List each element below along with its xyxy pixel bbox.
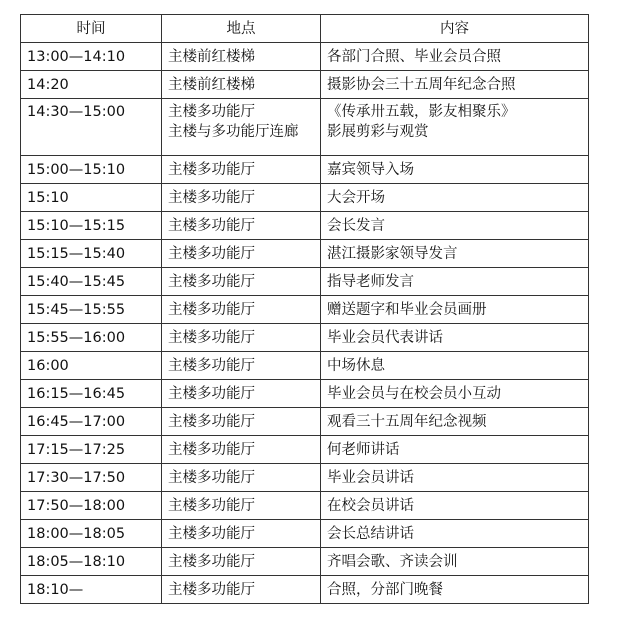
cell-location (162, 296, 321, 324)
cell-location (162, 184, 321, 212)
cell-content (321, 380, 589, 408)
table-row (21, 156, 589, 184)
table-row (21, 548, 589, 576)
table-row (21, 408, 589, 436)
cell-time: 16:45—17:00 (21, 408, 162, 436)
cell-location (162, 436, 321, 464)
cell-content-line: 何老师讲话 (327, 441, 400, 458)
cell-content (321, 408, 589, 436)
cell-content-line: 指导老师发言 (327, 273, 414, 290)
cell-content (321, 71, 589, 99)
table-row (21, 43, 589, 71)
cell-content-line: 会长发言 (327, 217, 385, 234)
cell-location (162, 492, 321, 520)
table-row (21, 492, 589, 520)
cell-time: 17:50—18:00 (21, 492, 162, 520)
cell-location (162, 324, 321, 352)
cell-location-line: 主楼多功能厅 (168, 469, 255, 486)
cell-location (162, 99, 321, 156)
cell-location (162, 408, 321, 436)
cell-time: 15:00—15:10 (21, 156, 162, 184)
cell-time: 15:40—15:45 (21, 268, 162, 296)
cell-location (162, 240, 321, 268)
cell-location (162, 71, 321, 99)
cell-content-line: 大会开场 (327, 189, 385, 206)
cell-location-line: 主楼与多功能厅连廊 (168, 124, 299, 140)
cell-time: 18:05—18:10 (21, 548, 162, 576)
cell-content-line: 嘉宾领导入场 (327, 161, 414, 178)
cell-time: 13:00—14:10 (21, 43, 162, 71)
cell-content (321, 240, 589, 268)
cell-content (321, 268, 589, 296)
cell-time: 15:55—16:00 (21, 324, 162, 352)
cell-location-line: 主楼多功能厅 (168, 329, 255, 346)
cell-content-line: 影展剪彩与观赏 (327, 124, 429, 140)
cell-time: 15:10—15:15 (21, 212, 162, 240)
cell-time: 14:30—15:00 (21, 99, 162, 156)
cell-location-line: 主楼多功能厅 (168, 161, 255, 178)
cell-location-line: 主楼多功能厅 (168, 525, 255, 542)
schedule-table (20, 14, 589, 604)
table-row (21, 380, 589, 408)
table-row (21, 352, 589, 380)
cell-content-line: 毕业会员讲话 (327, 469, 414, 486)
cell-location (162, 380, 321, 408)
cell-location (162, 548, 321, 576)
header-time: 时间 (21, 15, 162, 43)
cell-location-line: 主楼多功能厅 (168, 553, 255, 570)
cell-content-line: 赠送题字和毕业会员画册 (327, 301, 487, 318)
cell-time: 15:10 (21, 184, 162, 212)
cell-content-line: 中场休息 (327, 357, 385, 374)
cell-time: 16:15—16:45 (21, 380, 162, 408)
header-content: 内容 (321, 15, 589, 43)
cell-location (162, 268, 321, 296)
table-row (21, 212, 589, 240)
header-location: 地点 (162, 15, 321, 43)
table-row (21, 520, 589, 548)
cell-content (321, 156, 589, 184)
cell-location-line: 主楼多功能厅 (168, 301, 255, 318)
cell-content (321, 99, 589, 156)
cell-content-line: 毕业会员代表讲话 (327, 329, 443, 346)
cell-content (321, 464, 589, 492)
table-header (21, 15, 589, 43)
cell-time: 15:45—15:55 (21, 296, 162, 324)
cell-time: 14:20 (21, 71, 162, 99)
table-row (21, 268, 589, 296)
cell-location-line: 主楼多功能厅 (168, 217, 255, 234)
cell-location-line: 主楼多功能厅 (168, 581, 255, 598)
cell-time: 18:10— (21, 576, 162, 604)
cell-location-line: 主楼多功能厅 (168, 104, 255, 120)
table-row (21, 240, 589, 268)
cell-time: 18:00—18:05 (21, 520, 162, 548)
table-body (21, 43, 589, 604)
cell-content-line: 在校会员讲话 (327, 497, 414, 514)
cell-content (321, 576, 589, 604)
cell-time: 17:15—17:25 (21, 436, 162, 464)
cell-location-line: 主楼多功能厅 (168, 357, 255, 374)
cell-location-line: 主楼多功能厅 (168, 189, 255, 206)
cell-location (162, 43, 321, 71)
table-row (21, 464, 589, 492)
cell-location (162, 464, 321, 492)
cell-location-line: 主楼多功能厅 (168, 385, 255, 402)
cell-content-line: 摄影协会三十五周年纪念合照 (327, 76, 516, 93)
cell-location (162, 576, 321, 604)
cell-time: 17:30—17:50 (21, 464, 162, 492)
cell-content-line: 《传承卅五载，影友相聚乐》 (327, 104, 516, 120)
cell-location-line: 主楼多功能厅 (168, 413, 255, 430)
cell-content (321, 184, 589, 212)
cell-content-line: 毕业会员与在校会员小互动 (327, 385, 501, 402)
cell-content-line: 各部门合照、毕业会员合照 (327, 48, 501, 65)
table-row (21, 576, 589, 604)
cell-location (162, 212, 321, 240)
cell-location (162, 156, 321, 184)
cell-content-line: 合照，分部门晚餐 (327, 581, 443, 598)
cell-content-line: 湛江摄影家领导发言 (327, 245, 458, 262)
cell-content (321, 296, 589, 324)
cell-location-line: 主楼多功能厅 (168, 245, 255, 262)
table-row (21, 99, 589, 156)
cell-content-line: 齐唱会歌、齐读会训 (327, 553, 458, 570)
cell-content (321, 43, 589, 71)
cell-content-line: 观看三十五周年纪念视频 (327, 413, 487, 430)
cell-content (321, 520, 589, 548)
table-row (21, 184, 589, 212)
cell-time: 16:00 (21, 352, 162, 380)
cell-content (321, 436, 589, 464)
cell-content-line: 会长总结讲话 (327, 525, 414, 542)
cell-content (321, 212, 589, 240)
cell-location-line: 主楼前红楼梯 (168, 76, 255, 93)
cell-time: 15:15—15:40 (21, 240, 162, 268)
cell-location (162, 520, 321, 548)
cell-location-line: 主楼前红楼梯 (168, 48, 255, 65)
table-row (21, 436, 589, 464)
cell-content (321, 352, 589, 380)
cell-location-line: 主楼多功能厅 (168, 441, 255, 458)
header-row (21, 15, 589, 43)
cell-content (321, 492, 589, 520)
table-row (21, 324, 589, 352)
cell-location-line: 主楼多功能厅 (168, 497, 255, 514)
table-row (21, 71, 589, 99)
table-row (21, 296, 589, 324)
cell-location (162, 352, 321, 380)
cell-location-line: 主楼多功能厅 (168, 273, 255, 290)
cell-content (321, 548, 589, 576)
cell-content (321, 324, 589, 352)
